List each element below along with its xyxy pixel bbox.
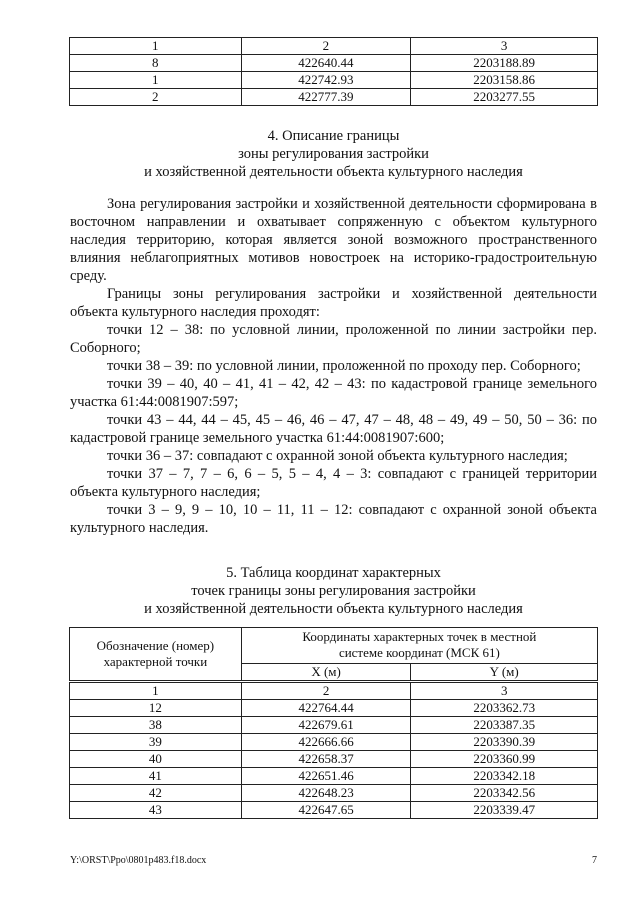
table-cell: 12 [70,700,242,717]
body-paragraph: точки 39 – 40, 40 – 41, 41 – 42, 42 – 43: по кадастровой границе земельного участка 61:44:0081907:597; [70,376,597,410]
body-paragraph: Зона регулирования застройки и хозяйственной деятельности сформирована в восточном направлении и охватывает сопряженную с объектом культурного наследия территорию, которая является зоной возможного пространственного влияния неблагоприятных мотивов новостроек на историко-градостроительную среду. [70,196,597,284]
table-cell: 2 [241,682,411,700]
table-cell: 2 [241,38,411,55]
footer-file-path: Y:\ORST\Ppo\0801p483.f18.docx [70,855,207,866]
table-cell: 1 [70,38,242,55]
body-paragraph: Границы зоны регулирования застройки и хозяйственной деятельности объекта культурного наследия проходят: [70,286,597,320]
table-cell: 40 [70,751,242,768]
table-numbering-row [70,38,598,55]
table-cell: 422777.39 [241,89,411,106]
table-numbering-row [70,682,598,700]
table-cell: 422658.37 [241,751,411,768]
table-cell: 422742.93 [241,72,411,89]
heading-line: точек границы зоны регулирования застройки [191,583,476,599]
table-cell: 43 [70,802,242,819]
body-paragraph: точки 43 – 44, 44 – 45, 45 – 46, 46 – 47, 47 – 48, 48 – 49, 49 – 50, 50 – 36: по кадастровой границе земельного участка 61:44:0081907:600; [70,412,597,446]
top-coordinates-table [69,37,598,106]
heading-line: зоны регулирования застройки [238,146,429,162]
table-cell: 3 [411,682,598,700]
table-row [70,785,598,802]
table-cell: 422640.44 [241,55,411,72]
body-paragraph: точки 36 – 37: совпадают с охранной зоной объекта культурного наследия; [107,448,568,464]
table-cell: 39 [70,734,242,751]
table-row [70,751,598,768]
table-cell: 2203188.89 [411,55,598,72]
table-cell: 2203390.39 [411,734,598,751]
table-cell: 2203360.99 [411,751,598,768]
table-cell: 422651.46 [241,768,411,785]
heading-line: и хозяйственной деятельности объекта культурного наследия [144,601,523,617]
point-designation-header: Обозначение (номер) характерной точки [70,628,242,682]
page-number: 7 [592,855,597,866]
table-row [70,700,598,717]
section-4-body [70,195,597,537]
table-cell: 2203158.86 [411,72,598,89]
body-paragraph: точки 12 – 38: по условной линии, проложенной по линии застройки пер. Соборного; [70,322,597,356]
heading-line: 5. Таблица координат характерных [226,565,441,581]
table-cell: 41 [70,768,242,785]
table-cell: 2203387.35 [411,717,598,734]
y-header: Y (м) [411,663,598,681]
table-cell: 1 [70,682,242,700]
section-5-heading [70,564,597,618]
table-cell: 422647.65 [241,802,411,819]
body-paragraph: точки 37 – 7, 7 – 6, 6 – 5, 5 – 4, 4 – 3: совпадают с границей территории объекта культурного наследия; [70,466,597,500]
table-cell: 8 [70,55,242,72]
table-cell: 422666.66 [241,734,411,751]
table-cell: 2203277.55 [411,89,598,106]
table-cell: 2203362.73 [411,700,598,717]
table-row [70,734,598,751]
table-cell: 3 [411,38,598,55]
table-cell: 42 [70,785,242,802]
x-header: X (м) [241,663,411,681]
table-row [70,55,598,72]
table-cell: 2203342.56 [411,785,598,802]
boundary-coordinates-table [69,627,598,819]
table-header-row [70,628,598,664]
table-cell: 38 [70,717,242,734]
body-paragraph: точки 38 – 39: по условной линии, проложенной по проходу пер. Соборного; [107,358,581,374]
heading-line: и хозяйственной деятельности объекта культурного наследия [144,164,523,180]
table-cell: 2203342.18 [411,768,598,785]
table-cell: 2203339.47 [411,802,598,819]
table-cell: 2 [70,89,242,106]
table-row [70,72,598,89]
table-cell: 422679.61 [241,717,411,734]
coordinates-header: Координаты характерных точек в местной системе координат (МСК 61) [241,628,597,664]
table-row [70,717,598,734]
heading-line: 4. Описание границы [267,128,400,144]
table-cell: 422764.44 [241,700,411,717]
table-cell: 422648.23 [241,785,411,802]
table-row [70,802,598,819]
table-row [70,89,598,106]
table-cell: 1 [70,72,242,89]
body-paragraph: точки 3 – 9, 9 – 10, 10 – 11, 11 – 12: совпадают с охранной зоной объекта культурного наследия. [70,502,597,536]
section-4-heading [70,127,597,181]
table-row [70,768,598,785]
